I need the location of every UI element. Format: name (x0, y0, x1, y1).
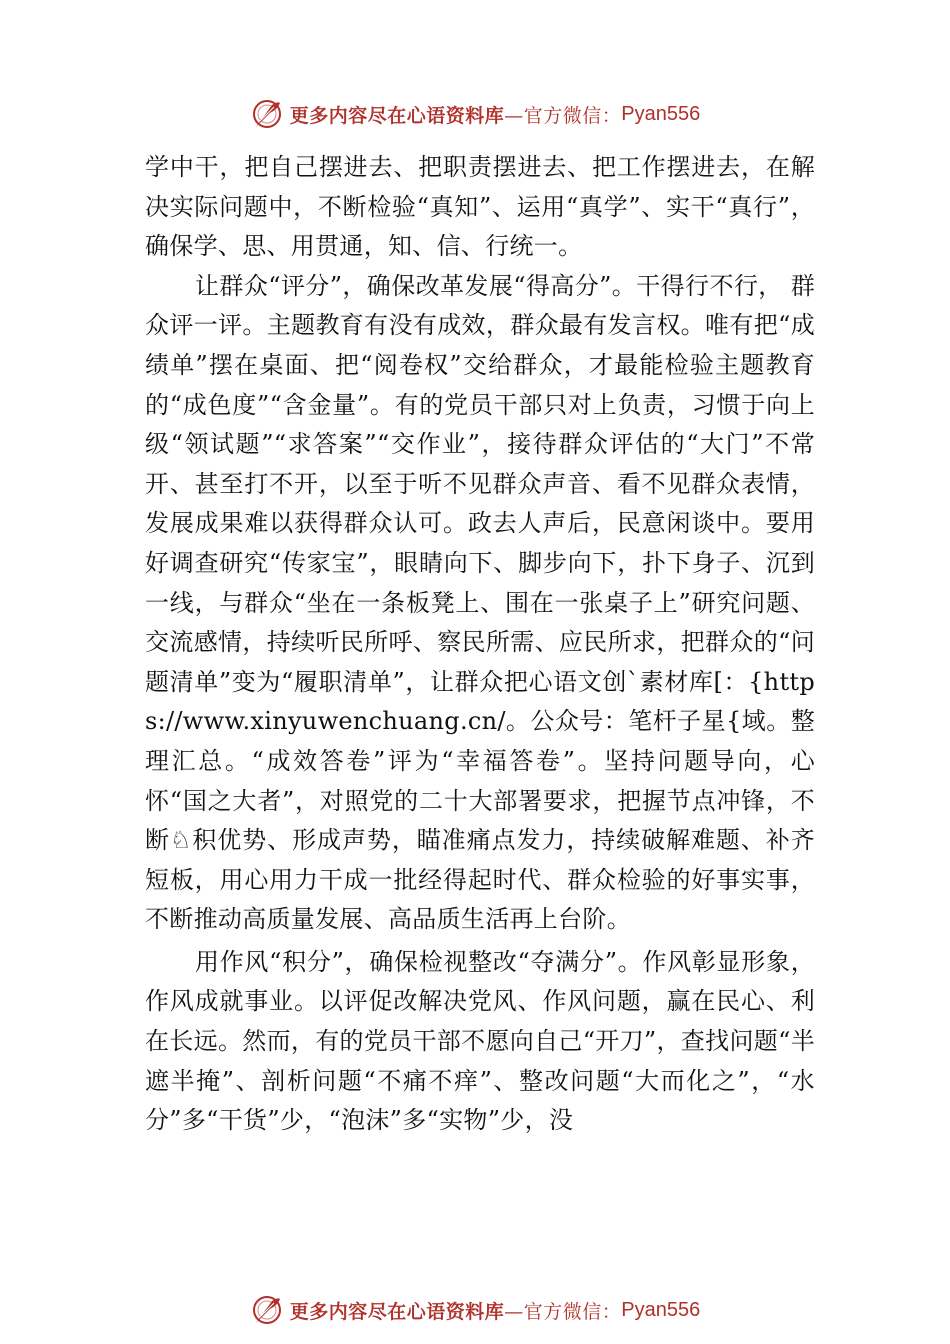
header-banner-dash: —官方微信： (504, 104, 622, 127)
paragraph-1: 学中干，把自己摆进去、把职责摆进去、把工作摆进去，在解决实际问题中，不断检验“真知”、运用“真学”、实干“真行”，确保学、思、用贯通，知、信、行统一。 (145, 153, 815, 261)
header-banner-id: Pyan556 (621, 102, 701, 125)
footer-banner-dash: —官方微信： (504, 1300, 622, 1323)
header-banner-main: 更多内容尽在心语资料库 (289, 104, 505, 127)
quill-circle-logo-icon (250, 97, 284, 131)
header-banner (0, 94, 950, 134)
quill-circle-logo-icon (250, 1293, 284, 1327)
footer-banner-main: 更多内容尽在心语资料库 (289, 1300, 505, 1323)
paragraph-3: 用作风“积分”，确保检视整改“夺满分”。作风彰显形象，作风成就事业。以评促改解决党风、作风问题，赢在民心、利在长远。然而，有的党员干部不愿向自己“开刀”，查找问题“半遮半掩”、剖析问题“不痛不痒”、整改问题“大而化之”，“水分”多“干货”少，“泡沫”多“实物”少，没 (145, 947, 815, 1135)
document-body (145, 148, 815, 1141)
paragraph-2: 让群众“评分”，确保改革发展“得高分”。干得行不行， 群众评一评。主题教育有没有成效，群众最有发言权。唯有把“成绩单”摆在桌面、把“阅卷权”交给群众，才最能检验主题教育的“成色度”“含金量”。有的党员干部只对上负责，习惯于向上级“领试题”“求答案”“交作业”，接待群众评估的“大门”不常开、甚至打不开，以至于听不见群众声音、看不见群众表情，发展成果难以获得群众认可。政去人声后，民意闲谈中。要用好调查研究“传家宝”，眼睛向下、脚步向下，扑下身子、沉到一线，与群众“坐在一条板凳上、围在一张桌子上”研究问题、交流感情，持续听民所呼、察民所需、应民所求，把群众的“问题清单”变为“履职清单”，让群众把心语文创`素材库[：{https://www.xinyuwenchuang.cn/。公众号：笔杆子星{域。整理汇总。“成效答卷”评为“幸福答卷”。坚持问题导向，心怀“国之大者”，对照党的二十大部署要求，把握节点冲锋，不断♘积优势、形成声势，瞄准痛点发力，持续破解难题、补齐短板，用心用力干成一批经得起时代、群众检验的好事实事，不断推动高质量发展、高品质生活再上台阶。 (145, 271, 815, 934)
footer-banner-id: Pyan556 (621, 1298, 701, 1321)
footer-banner (0, 1290, 950, 1330)
